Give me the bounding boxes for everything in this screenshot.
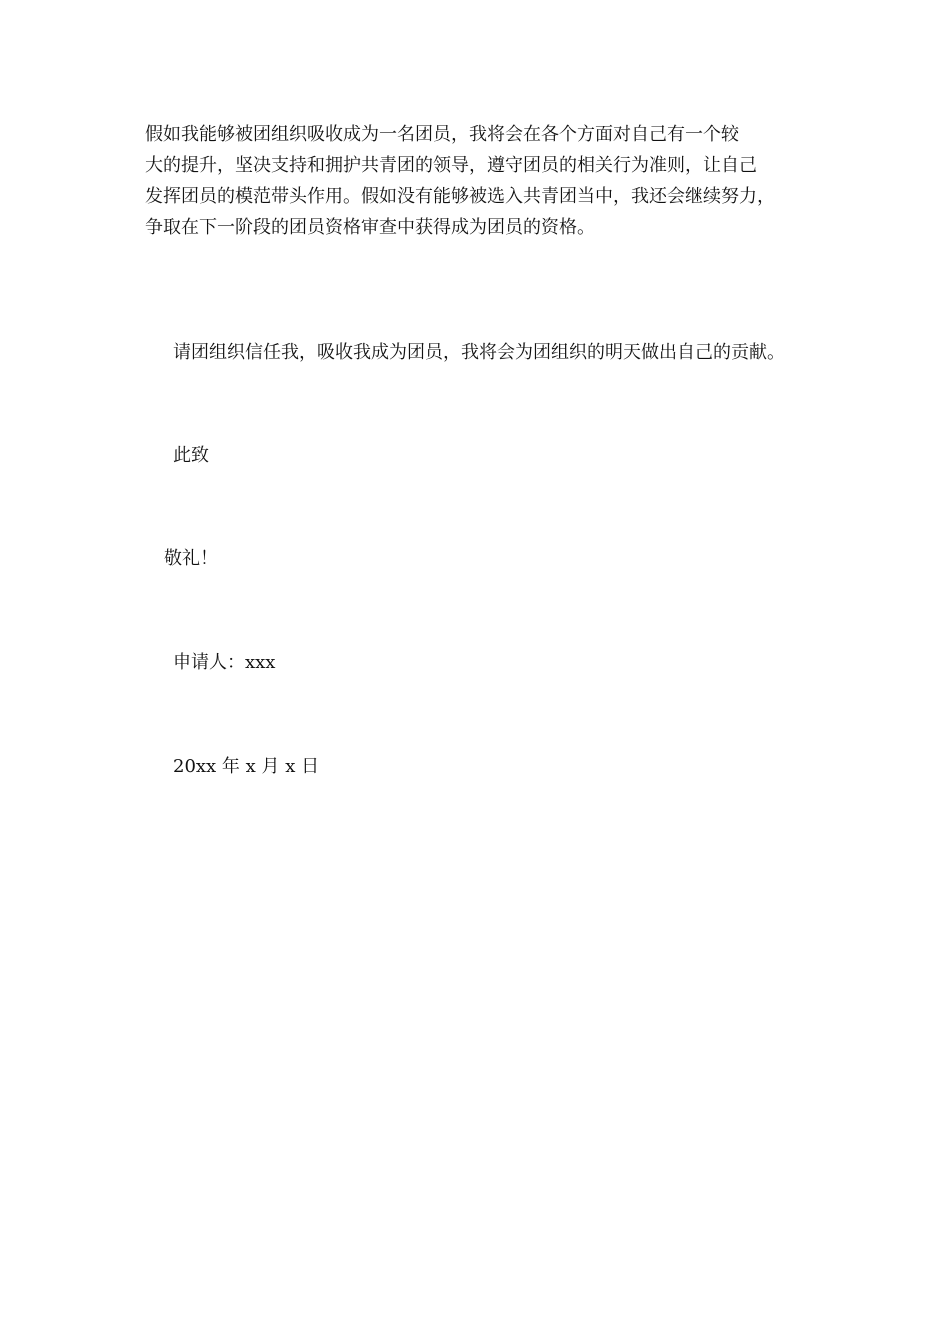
paragraph-line: 发挥团员的模范带头作用。假如没有能够被选入共青团当中，我还会继续努力， [145, 186, 775, 207]
closing-text: 此致 [173, 445, 209, 466]
salutation-text: 敬礼！ [164, 548, 218, 569]
letter-date: 20xx 年 x 月 x 日 [173, 756, 320, 777]
body-paragraph-1 [145, 121, 845, 245]
paragraph-line: 争取在下一阶段的团员资格审查中获得成为团员的资格。 [145, 217, 595, 238]
paragraph-line: 大的提升，坚决支持和拥护共青团的领导，遵守团员的相关行为准则，让自己 [145, 155, 757, 176]
body-paragraph-2: 请团组织信任我，吸收我成为团员，我将会为团组织的明天做出自己的贡献。 [173, 342, 785, 363]
applicant-signature: 申请人：xxx [173, 652, 276, 673]
paragraph-line: 假如我能够被团组织吸收成为一名团员，我将会在各个方面对自己有一个较 [145, 124, 739, 145]
